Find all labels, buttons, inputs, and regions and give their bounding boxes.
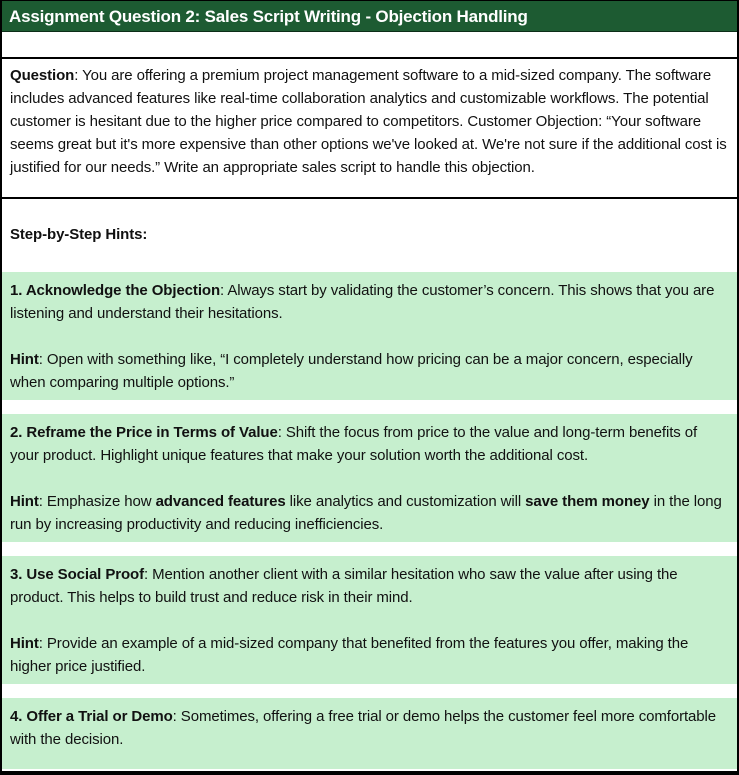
step-intro-paragraph <box>10 705 729 751</box>
page-title: Assignment Question 2: Sales Script Writing - Objection Handling <box>9 6 528 26</box>
text-segment: : Mention another client with a similar hesitation who saw the value after using the product. This helps to build trust and reduce risk in their mind. <box>10 566 678 606</box>
text-segment: : You are offering a premium project management software to a mid-sized company. The software includes advanced features like real-time collaboration analytics and customizable workflows. The potential customer is hesitant due to the higher price compared to competitors. Customer Objection: “Your software seems great but it's more expensive than other options we've looked at. We're not sure if the additional cost is justified for our needs.” Write an appropriate sales script to handle this objection. <box>10 67 727 176</box>
text-segment: Question <box>10 67 75 84</box>
question-block <box>2 57 737 199</box>
text-segment: Hint <box>10 635 39 652</box>
text-segment: advanced features <box>155 493 286 510</box>
text-segment: : Always start by validating the customer’s concern. This shows that you are listening and understand their hesitations. <box>10 282 715 322</box>
blank-line <box>10 325 729 348</box>
text-segment: in the long run by increasing productivity and reducing inefficiencies. <box>10 493 722 533</box>
hints-heading-area <box>2 199 737 272</box>
question-paragraph <box>10 64 729 179</box>
text-segment: : Sometimes, offering a free trial or demo helps the customer feel more comfortable with the decision. <box>10 708 716 748</box>
text-segment: : Provide an example of a mid-sized company that benefited from the features you offer, making the higher price justified. <box>10 635 689 675</box>
hint-step-block <box>2 698 737 769</box>
step-intro-paragraph <box>10 563 729 609</box>
text-segment: save them money <box>525 493 650 510</box>
hint-step-block <box>2 556 737 684</box>
text-segment: Hint <box>10 493 39 510</box>
text-segment: 1. Acknowledge the Objection <box>10 282 221 299</box>
step-hint-paragraph <box>10 490 729 536</box>
text-segment: 3. Use Social Proof <box>10 566 144 583</box>
text-segment: 4. Offer a Trial or Demo <box>10 708 173 725</box>
hint-step-block <box>2 414 737 542</box>
blank-line <box>10 609 729 632</box>
text-segment: Hint <box>10 351 39 368</box>
blank-line <box>10 467 729 490</box>
step-intro-paragraph <box>10 421 729 467</box>
text-segment: 2. Reframe the Price in Terms of Value <box>10 424 278 441</box>
step-intro-paragraph <box>10 279 729 325</box>
step-hint-paragraph <box>10 632 729 678</box>
text-segment: : Open with something like, “I completely understand how pricing can be a major concern, especially when comparing multiple options.” <box>10 351 693 391</box>
text-segment: like analytics and customization will <box>285 493 526 510</box>
document-title-bar <box>2 1 737 32</box>
step-hint-paragraph <box>10 348 729 394</box>
hints-heading: Step-by-Step Hints: <box>10 226 148 243</box>
text-segment: : Emphasize how <box>38 493 156 510</box>
steps-container <box>2 272 737 769</box>
hint-step-block <box>2 272 737 400</box>
header-spacer <box>2 32 737 57</box>
text-segment: : Shift the focus from price to the value and long-term benefits of your product. Highlight unique features that make your solution worth the additional cost. <box>10 424 698 464</box>
